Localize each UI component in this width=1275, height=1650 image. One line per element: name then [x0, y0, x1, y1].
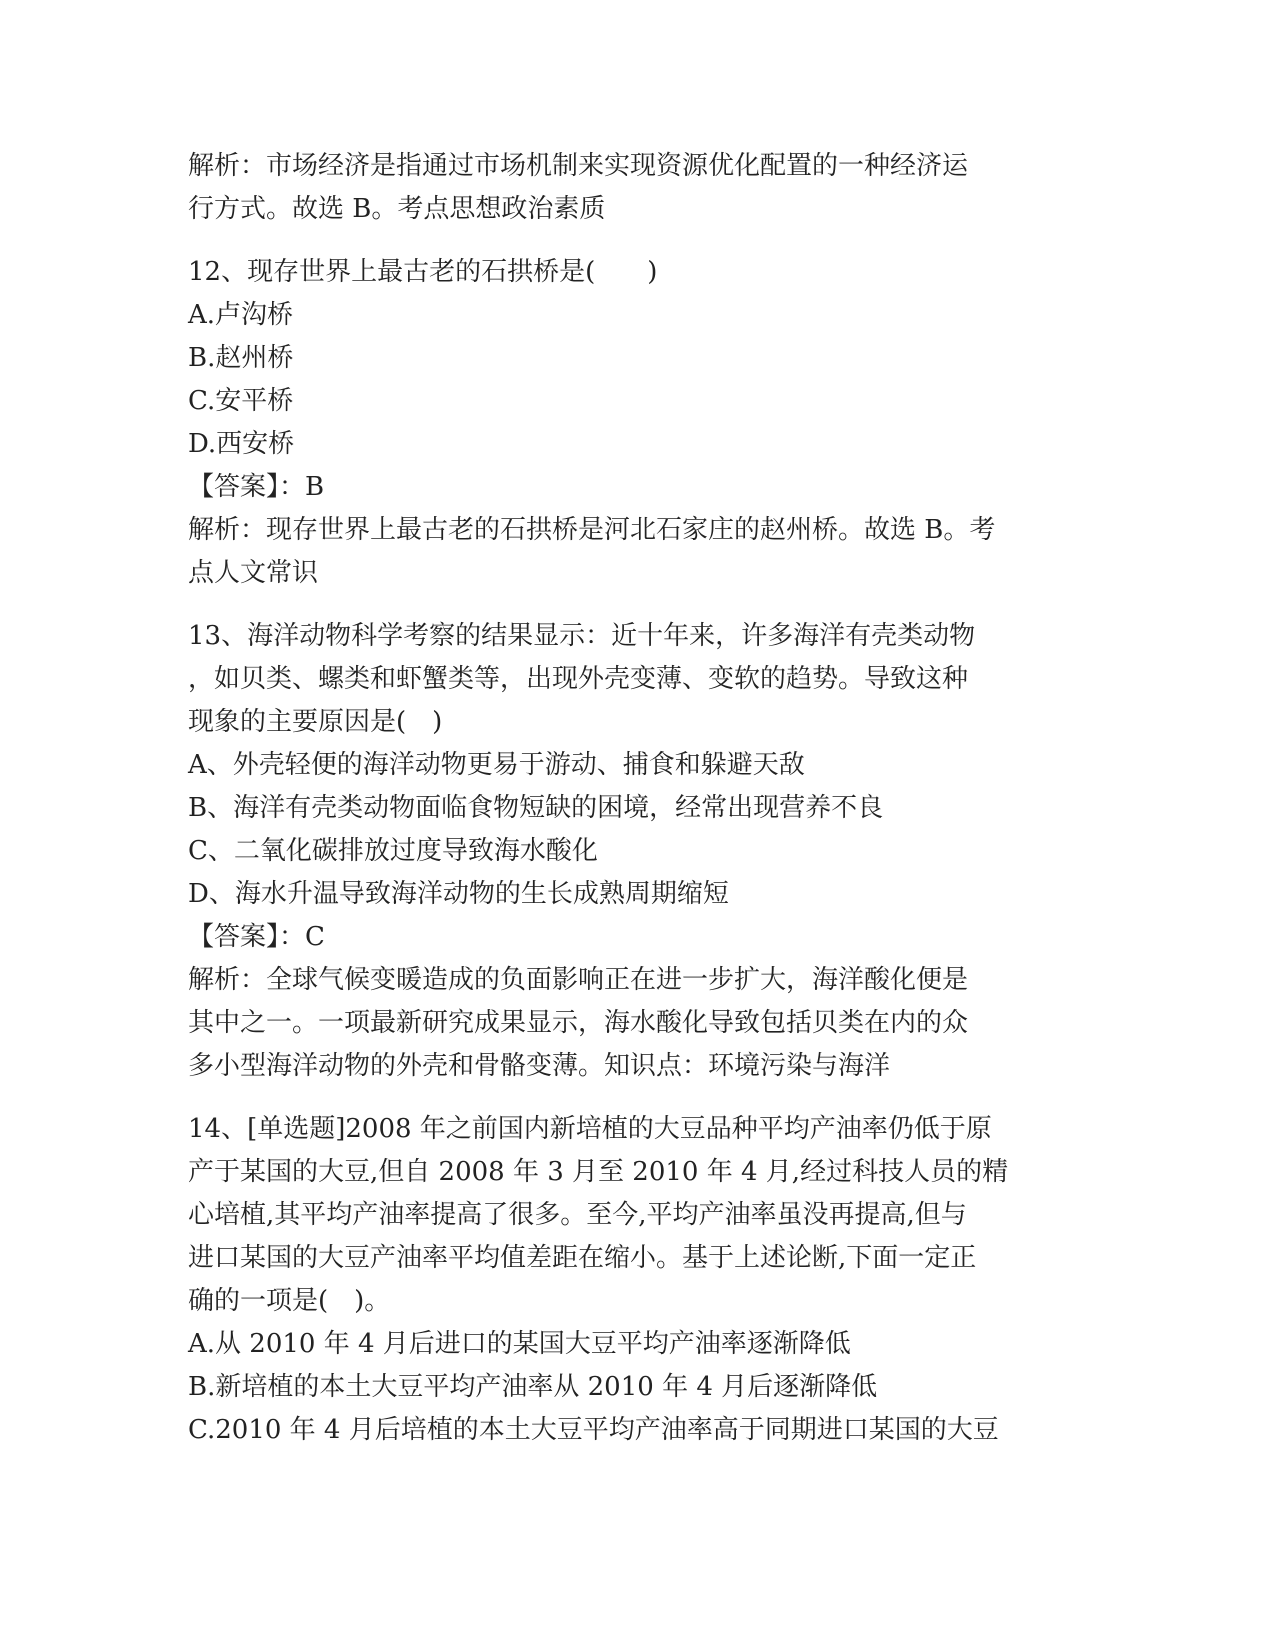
question-stem: 现象的主要原因是( ) [188, 707, 443, 737]
question-stem: 心培植,其平均产油率提高了很多。至今,平均产油率虽没再提高,但与 [188, 1200, 967, 1230]
analysis-line: 解析：现存世界上最古老的石拱桥是河北石家庄的赵州桥。故选 B。考 [188, 515, 996, 545]
option-b: B、海洋有壳类动物面临食物短缺的困境，经常出现营养不良 [188, 793, 884, 823]
option-b: B.新培植的本土大豆平均产油率从 2010 年 4 月后逐渐降低 [188, 1372, 878, 1402]
option-c: C.2010 年 4 月后培植的本土大豆平均产油率高于同期进口某国的大豆 [188, 1415, 999, 1445]
question-stem: 进口某国的大豆产油率平均值差距在缩小。基于上述论断,下面一定正 [188, 1243, 977, 1273]
answer-line: 【答案】：C [188, 922, 325, 952]
analysis-line: 多小型海洋动物的外壳和骨骼变薄。知识点：环境污染与海洋 [188, 1051, 891, 1081]
option-d: D、海水升温导致海洋动物的生长成熟周期缩短 [188, 879, 729, 909]
question-14 [188, 1108, 1088, 1452]
analysis-line: 其中之一。一项最新研究成果显示，海水酸化导致包括贝类在内的众 [188, 1008, 969, 1038]
answer-line: 【答案】：B [188, 472, 325, 502]
document-page [188, 145, 1088, 1452]
option-b: B.赵州桥 [188, 343, 294, 373]
option-a: A、外壳轻便的海洋动物更易于游动、捕食和躲避天敌 [188, 750, 805, 780]
question-stem: 13、海洋动物科学考察的结果显示：近十年来，许多海洋有壳类动物 [188, 621, 976, 651]
question-stem: 12、现存世界上最古老的石拱桥是( ) [188, 257, 658, 287]
analysis-line: 解析：市场经济是指通过市场机制来实现资源优化配置的一种经济运 [188, 151, 969, 181]
analysis-line: 点人文常识 [188, 558, 319, 588]
analysis-line: 解析：全球气候变暖造成的负面影响正在进一步扩大，海洋酸化便是 [188, 965, 969, 995]
option-c: C.安平桥 [188, 386, 294, 416]
question-stem: 产于某国的大豆,但自 2008 年 3 月至 2010 年 4 月,经过科技人员的精 [188, 1157, 1009, 1187]
analysis-line: 行方式。故选 B。考点思想政治素质 [188, 194, 606, 224]
question-13 [188, 615, 1088, 1088]
option-a: A.从 2010 年 4 月后进口的某国大豆平均产油率逐渐降低 [188, 1329, 851, 1359]
option-c: C、二氧化碳排放过度导致海水酸化 [188, 836, 598, 866]
option-a: A.卢沟桥 [188, 300, 294, 330]
q11-analysis [188, 145, 1088, 231]
question-12 [188, 251, 1088, 595]
option-d: D.西安桥 [188, 429, 295, 459]
question-stem: ，如贝类、螺类和虾蟹类等，出现外壳变薄、变软的趋势。导致这种 [188, 664, 969, 694]
question-stem: 确的一项是( )。 [188, 1286, 391, 1316]
question-stem: 14、[单选题]2008 年之前国内新培植的大豆品种平均产油率仍低于原 [188, 1114, 992, 1144]
